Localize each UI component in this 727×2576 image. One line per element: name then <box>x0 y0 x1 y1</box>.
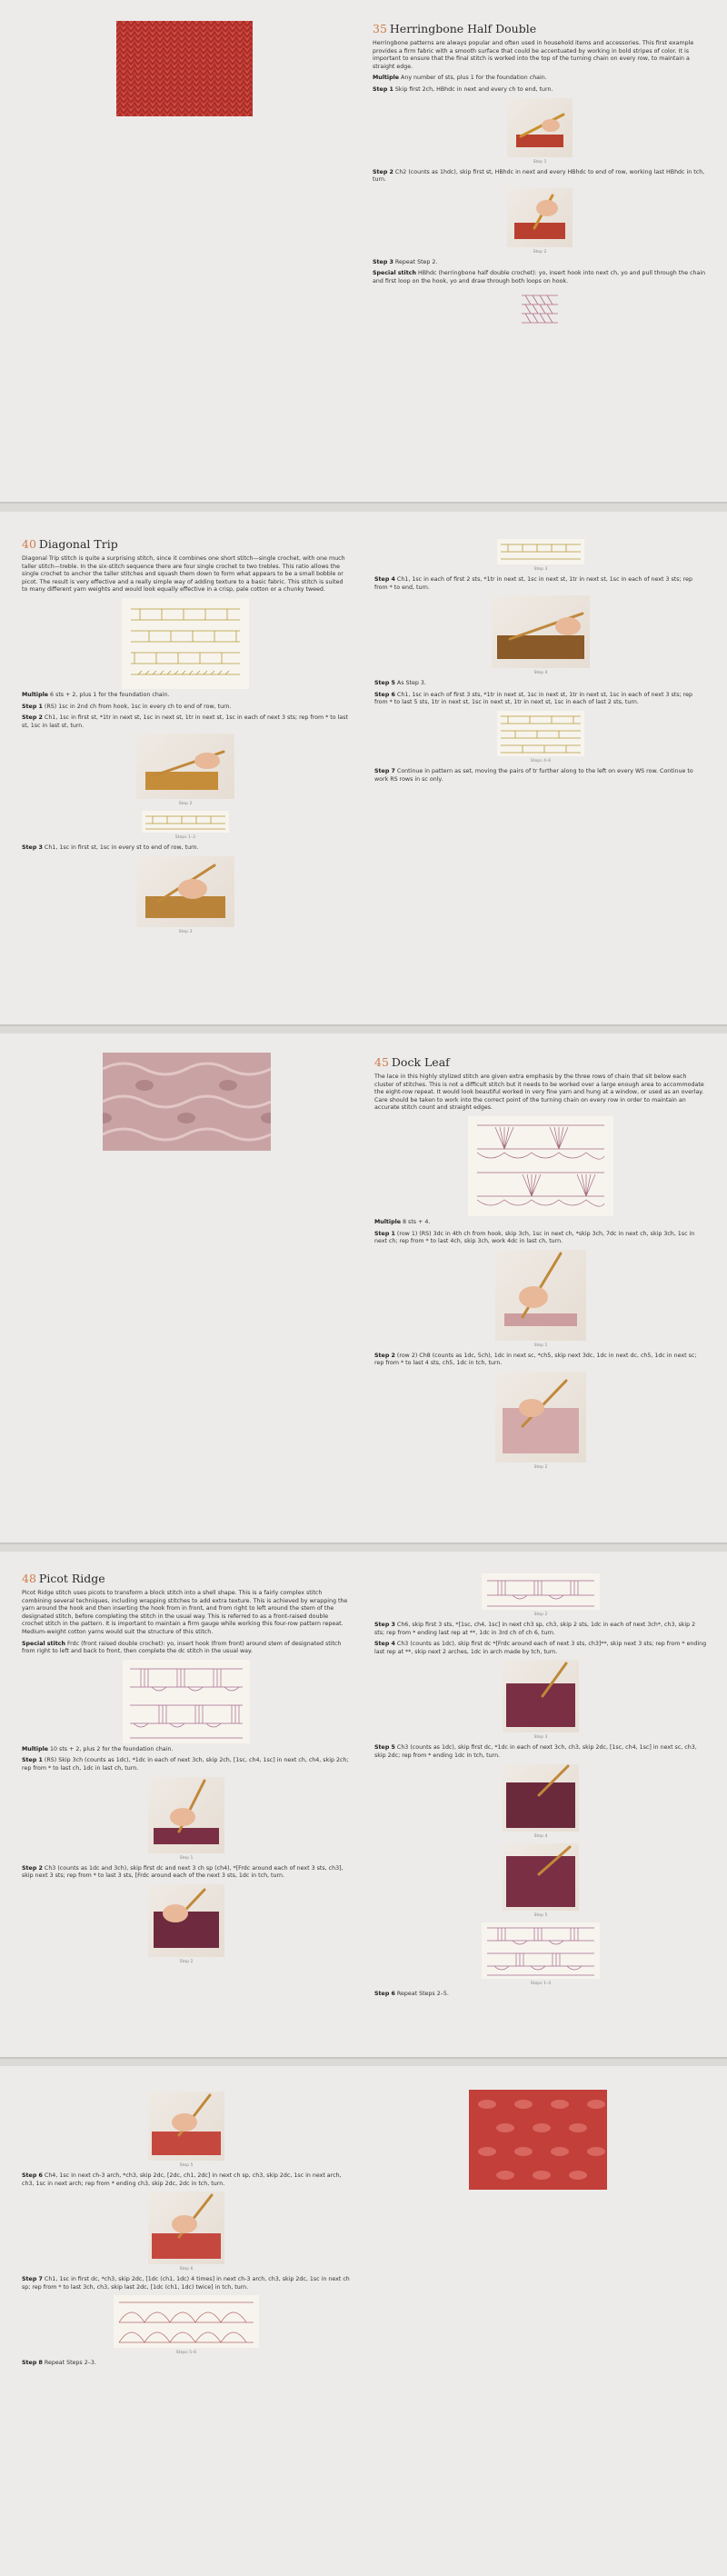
step-2-photo <box>148 1884 224 1957</box>
step-1: Step 1 (RS) 1sc in 2nd ch from hook, 1sc in every ch to end of row, turn. <box>22 703 232 710</box>
step-4: Step 4 Ch3 (counts as 1dc), skip first dc *[Frdc around each of next 3 sts, ch3]**, skip next 3 sts; rep from * ending last rep at **, skip next 2 arches, 1dc in arch made by tch, turn. <box>374 1641 707 1655</box>
step-2: Step 2 Ch3 (counts as 1dc and 3ch), skip first dc and next 3 ch sp (ch4), *[Frdc around each of next 3 sts, ch3], skip next 3 sts; rep from * to last 3 sts, [Frdc around each of the next 3 sts, 1dc in tch, turn. <box>22 1864 344 1880</box>
steps-1-4-chart <box>482 1922 600 1979</box>
step-8: Step 8 Repeat Steps 2–3. <box>22 2360 96 2367</box>
divider <box>0 1543 727 1544</box>
step-1: Step 1 (row 1) (RS) 3dc in 4th ch from hook, skip 3ch, 1sc in next ch, *skip 3ch, 7dc in next ch, skip 3ch, 1sc in next ch; rep from * to last 4ch, skip 3ch, work 4dc in last ch, turn. <box>374 1230 695 1245</box>
picot-ridge-swatch-photo <box>469 2090 607 2190</box>
pattern-title: 45 Dock Leaf <box>374 1055 450 1069</box>
special-stitch: Special stitch Frdc (front raised double crochet): yo, insert hook (from front) around stem of designated stitch from right to left and back to front, then complete the dc stitch in the usual way. <box>22 1640 342 1655</box>
step-3-chart <box>497 539 584 564</box>
step-3: Step 3 Ch1, 1sc in first st, 1sc in every st to end of row, turn. <box>22 844 199 852</box>
continued-left-column: Step 5 Step 6 Ch4, 1sc in next ch-3 arch, *ch3, skip 2dc, [2dc, ch1, 2dc] in next ch sp, ch3, skip 2dc, 1sc in next arch, ch3, 1sc in next arch; rep from * ending ch3, skip 2dc, 2dc in tch, turn. Step 6 Step 7 Ch1, 1sc in first dc, *ch3, skip 2dc, [1dc (ch1, 1dc) 4 times] in next ch-3 arch, ch3, skip 2dc, 1sc in next ch sp; rep from * to last 3ch, ch3, skip last 2dc, [1dc (ch1, 1dc) twice] in tch, turn. Steps 5–6 Step 8 Repeat Steps 2–3. <box>22 2088 351 2371</box>
divider <box>0 502 727 504</box>
herringbone-text-column: 35 Herringbone Half Double Herringbone patterns are always popular and often used in household items and accessories. This first example provides a firm fabric with a smooth surface that could be accentuated by working in bold stripes of color. It is important to ensure that the final stitch is worked into the top of the turning chain on every row, to maintain a straight edge. Multiple Any number of sts, plus 1 for the foundation chain. Step 1 Skip first 2ch, HBhdc in next and every ch to end, turn. Step 1 Step 2 Ch2 (counts as 1hdc), skip first st, HBhdc in next and every HBhdc to end of row, working last HBhdc in tch, turn. Step 2 Step 3 Repeat Step 2. Special stitch HBhdc (herringbone half double crochet): yo, insert hook into next ch, yo and pull through the chain and first loop on the hook, yo and draw through both loops on hook. <box>373 22 707 334</box>
spread-dock-leaf <box>0 1033 727 1543</box>
step-3-photo <box>503 1660 579 1732</box>
step-3-photo <box>136 856 234 927</box>
step-7: Step 7 Continue in pattern as set, moving the pairs of tr further along to the left on every WS row. Continue to work RS rows in sc only. <box>374 767 693 783</box>
diagonal-trip-chart <box>122 598 249 689</box>
dock-leaf-swatch-photo <box>103 1053 271 1151</box>
intro-text: The lace in this highly stylized stitch are given extra emphasis by the three rows of chain that sit below each cluster of stitches. This is not a difficult stitch but it needs to be worked over a large enough area to accommodate the eight-row repeat. It would look beautiful worked in very fine yarn and hung at a window, or used as an overlay. Care should be taken to work into the correct point of the turning chain on every row in order to maintain an accurate stitch count and straight edges. <box>374 1073 704 1112</box>
dock-leaf-text-column: 45 Dock Leaf The lace in this highly stylized stitch are given extra emphasis by the three rows of chain that sit below each cluster of stitches. This is not a difficult stitch but it needs to be worked over a large enough area to accommodate the eight-row repeat. It would look beautiful worked in very fine yarn and hung at a window, or used as an overlay. Care should be taken to work into the correct point of the turning chain on every row in order to maintain an accurate stitch count and straight edges. Multiple 8 sts + 4. Step 1 (row 1) (RS) 3dc in 4th ch from hook, skip 3ch, 1sc in next ch, *skip 3ch, 7dc in next ch, skip 3ch, 1sc in next ch; rep from * to last 4ch, skip 3ch, work 4dc in last ch, turn. Step 1 Step 2 (row 2) Ch8 (counts as 1dc, 5ch), 1dc in next sc, *ch5, skip next 3dc, 1dc in next dc, ch5, 1dc in next sc; rep from * to last 4 sts, ch5, 1dc in tch, turn. Step 2 <box>374 1055 707 1474</box>
step-1: Step 1 (RS) Skip 3ch (counts as 1dc), *1dc in each of next 3ch, skip 2ch, [1sc, ch4, 1sc] in next ch, ch4, skip 2ch; rep from * to last ch, 1dc in last ch, turn. <box>22 1757 349 1772</box>
multiple-line: Multiple 10 sts + 2, plus 2 for the foundation chain. <box>22 1745 174 1752</box>
step-6: Step 6 Repeat Steps 2–5. <box>374 1990 449 1997</box>
spread-diagonal-trip <box>0 512 727 1024</box>
step-1-photo <box>148 1777 224 1853</box>
intro-text: Herringbone patterns are always popular and often used in household items and accessories. This first example provides a firm fabric with a smooth surface that could be accentuated by working in bold stripes of color. It is important to ensure that the final stitch is worked into the top of the turning chain on every row, to maintain a straight edge. <box>373 40 694 70</box>
step-4: Step 4 Ch1, 1sc in each of first 2 sts, *1tr in next st, 1sc in next st, 1tr in next st, 1sc in each of next 3 sts; rep from * to end, turn. <box>374 576 692 591</box>
step-3: Step 3 Repeat Step 2. <box>373 258 438 265</box>
picot-ridge-chart <box>123 1660 250 1743</box>
multiple-line: Multiple 6 sts + 2, plus 1 for the foundation chain. <box>22 691 170 698</box>
step-5: Step 5 Ch3 (counts as 1dc), skip first dc, *1dc in each of next 3ch, ch3, skip 2dc, [1sc, ch4, 1sc] in next sc, ch3, skip 2dc; rep from * ending 1dc in tch, turn. <box>374 1744 697 1759</box>
diagonal-right-column: Step 3 Step 4 Ch1, 1sc in each of first 2 sts, *1tr in next st, 1sc in next st, 1tr in next st, 1sc in each of next 3 sts; rep from * to end, turn. Step 4 Step 5 As Step 3. Step 6 Ch1, 1sc in each of first 3 sts, *1tr in next st, 1sc in next st, 1tr in next st, 1sc in each of next 3 sts; rep from * to last 5 sts, 1tr in next st, 1sc in next st, 1tr in next st, 1sc in each of last 2 sts, turn. Steps 4–6 Step 7 Continue in pattern as set, moving the pairs of tr further along to the left on every WS row. Continue to work RS rows in sc only. <box>374 535 707 787</box>
steps-5-6-chart <box>114 2295 259 2348</box>
step-6: Step 6 Ch1, 1sc in each of first 3 sts, *1tr in next st, 1sc in next st, 1tr in next st, 1sc in each of next 3 sts; rep from * to last 5 sts, 1tr in next st, 1sc in next st, 1tr in next st, 1sc in each of last 2 sts, turn. <box>374 691 692 706</box>
step-5-photo <box>148 2092 224 2161</box>
step-1: Step 1 Skip first 2ch, HBhdc in next and every ch to end, turn. <box>373 85 553 93</box>
spread-picot-continued <box>0 2066 727 2576</box>
step-6-photo <box>148 2192 224 2264</box>
step-2-photo <box>495 1372 586 1463</box>
pattern-title: 40 Diagonal Trip <box>22 537 118 551</box>
step-1-photo <box>495 1250 586 1341</box>
picot-right-column: Step 2 Step 3 Ch6, skip first 3 sts, *[1sc, ch4, 1sc] in next ch3 sp, ch3, skip 2 sts, 1dc in each of next 3ch*, ch3, skip 2 sts; rep from * ending last rep at **, 1dc in 3rd ch of ch 6, turn. Step 4 Ch3 (counts as 1dc), skip first dc *[Frdc around each of next 3 sts, ch3]**, skip next 3 sts; rep from * ending last rep at **, skip next 2 arches, 1dc in arch made by tch, turn. Step 3 Step 5 Ch3 (counts as 1dc), skip first dc, *1dc in each of next 3ch, ch3, skip 2dc, [1sc, ch4, 1sc] in next sc, ch3, skip 2dc; rep from * ending 1dc in tch, turn. Step 4 Step 5 Steps 1–4 Step 6 Repeat Steps 2–5. <box>374 1570 707 2002</box>
herringbone-stitch-diagram <box>518 290 562 332</box>
step-2-chart <box>482 1573 600 1610</box>
divider <box>0 1024 727 1026</box>
divider <box>0 2057 727 2059</box>
step-5-photo <box>503 1843 579 1911</box>
step-3: Step 3 Ch6, skip first 3 sts, *[1sc, ch4, 1sc] in next ch3 sp, ch3, skip 2 sts, 1dc in each of next 3ch*, ch3, skip 2 sts; rep from * ending last rep at **, 1dc in 3rd ch of ch 6, turn. <box>374 1622 696 1636</box>
dock-leaf-chart <box>468 1116 613 1216</box>
step-4-photo <box>492 595 590 668</box>
steps-4-6-chart <box>497 711 584 756</box>
diagonal-left-column: 40 Diagonal Trip Diagonal Trip stitch is quite a surprising stitch, since it combines one short stitch—single crochet, with one much taller stitch—treble. In the six-stitch sequence there are four single crochet to two trebles. This ratio allows the single crochet to anchor the taller stitches and squash them down to form what appears to be a small bobble or picot. The result is very effective and a really simple way of adding texture to a basic fabric. This stitch is suited to many different yarn weights and would look equally effective in a crisp, pale cotton or a chunky tweed. Multiple 6 sts + 2, plus 1 for the foundation chain. Step 1 (RS) 1sc in 2nd ch from hook, 1sc in every ch to end of row, turn. Step 2 Ch1, 1sc in first st, *1tr in next st, 1sc in next st, 1tr in next st, 1sc in each of next 3 sts; rep from * to last st, 1sc in last st, turn. Step 2 Steps 1–2 Step 3 Ch1, 1sc in first st, 1sc in every st to end of row, turn. Step 3 <box>22 537 348 934</box>
step-6: Step 6 Ch4, 1sc in next ch-3 arch, *ch3, skip 2dc, [2dc, ch1, 2dc] in next ch sp, ch3, skip 2dc, 1sc in next arch, ch3, 1sc in next arch; rep from * ending ch3, skip 2dc, 2dc in tch, turn. <box>22 2172 342 2187</box>
step-2: Step 2 (row 2) Ch8 (counts as 1dc, 5ch), 1dc in next sc, *ch5, skip next 3dc, 1dc in next dc, ch5, 1dc in next sc; rep from * to last 4 sts, ch5, 1dc in tch, turn. <box>374 1352 697 1367</box>
step-7: Step 7 Ch1, 1sc in first dc, *ch3, skip 2dc, [1dc (ch1, 1dc) 4 times] in next ch-3 arch, ch3, skip 2dc, 1sc in next ch sp; rep from * to last 3ch, ch3, skip last 2dc, [1dc (ch1, 1dc) twice] in tch, turn. <box>22 2276 350 2291</box>
picot-left-column: 48 Picot Ridge Picot Ridge stitch uses picots to transform a block stitch into a shell shape. This is a fairly complex stitch combining several techniques, including wrapping stitches to add extra texture. This is achieved by wrapping the yarn around the hook and then inserting the hook from in front, and from right to left around the stem of the designated stitch, before completing the stitch in the usual way. This is referred to as a front-raised double crochet stitch in the pattern. It is important to maintain a firm gauge while working this four-row pattern repeat. Medium-weight cotton yarns would suit the structure of this stitch. Special stitch Frdc (front raised double crochet): yo, insert hook (from front) around stem of designated stitch from right to left and back to front, then complete the dc stitch in the usual way. Multiple 10 sts + 2, plus 2 for the foundation chain. Step 1 (RS) Skip 3ch (counts as 1dc), *1dc in each of next 3ch, skip 2ch, [1sc, ch4, 1sc] in next ch, ch4, skip 2ch; rep from * to last ch, 1dc in last ch, turn. Step 1 Step 2 Ch3 (counts as 1dc and 3ch), skip first dc and next 3 ch sp (ch4), *[Frdc around each of next 3 sts, ch3], skip next 3 sts; rep from * to last 3 sts, [Frdc around each of the next 3 sts, 1dc in tch, turn. Step 2 <box>22 1572 351 1969</box>
steps-1-2-chart <box>142 811 229 833</box>
step-2-photo <box>507 188 573 247</box>
herringbone-swatch-photo <box>116 21 253 116</box>
spread-herringbone <box>0 0 727 502</box>
intro-text: Diagonal Trip stitch is quite a surprising stitch, since it combines one short stitch—single crochet, with one much taller stitch—treble. In the six-stitch sequence there are four single crochet to two trebles. This ratio allows the single crochet to anchor the taller stitches and squash them down to form what appears to be a small bobble or picot. The result is very effective and a really simple way of adding texture to a basic fabric. This stitch is suited to many different yarn weights and would look equally effective in a crisp, pale cotton or a chunky tweed. <box>22 555 345 594</box>
step-2: Step 2 Ch1, 1sc in first st, *1tr in next st, 1sc in next st, 1tr in next st, 1sc in each of next 3 sts; rep from * to last st, 1sc in last st, turn. <box>22 714 348 729</box>
step-4-photo <box>503 1764 579 1832</box>
step-1-photo <box>507 98 573 157</box>
multiple-line: Multiple Any number of sts, plus 1 for the foundation chain. <box>373 75 547 82</box>
spread-picot-ridge <box>0 1552 727 2057</box>
step-5: Step 5 As Step 3. <box>374 680 426 687</box>
pattern-title: 35 Herringbone Half Double <box>373 22 537 35</box>
step-2: Step 2 Ch2 (counts as 1hdc), skip first st, HBhdc in next and every HBhdc to end of row, working last HBhdc in tch, turn. <box>373 168 705 184</box>
multiple-line: Multiple 8 sts + 4. <box>374 1218 431 1225</box>
intro-text: Picot Ridge stitch uses picots to transform a block stitch into a shell shape. This is a fairly complex stitch combining several techniques, including wrapping stitches to add extra texture. This is achieved by wrapping the yarn around the hook and then inserting the hook from in front, and from right to left around the stem of the designated stitch, before completing the stitch in the usual way. This is referred to as a front-raised double crochet stitch in the pattern. It is important to maintain a firm gauge while working this four-row pattern repeat. Medium-weight cotton yarns would suit the structure of this stitch. <box>22 1590 348 1635</box>
special-stitch: Special stitch HBhdc (herringbone half double crochet): yo, insert hook into next ch, yo and pull through the chain and first loop on the hook, yo and draw through both loops on hook. <box>373 270 706 285</box>
step-2-photo <box>136 734 234 799</box>
pattern-number: 35 <box>373 22 387 35</box>
pattern-title: 48 Picot Ridge <box>22 1572 105 1585</box>
